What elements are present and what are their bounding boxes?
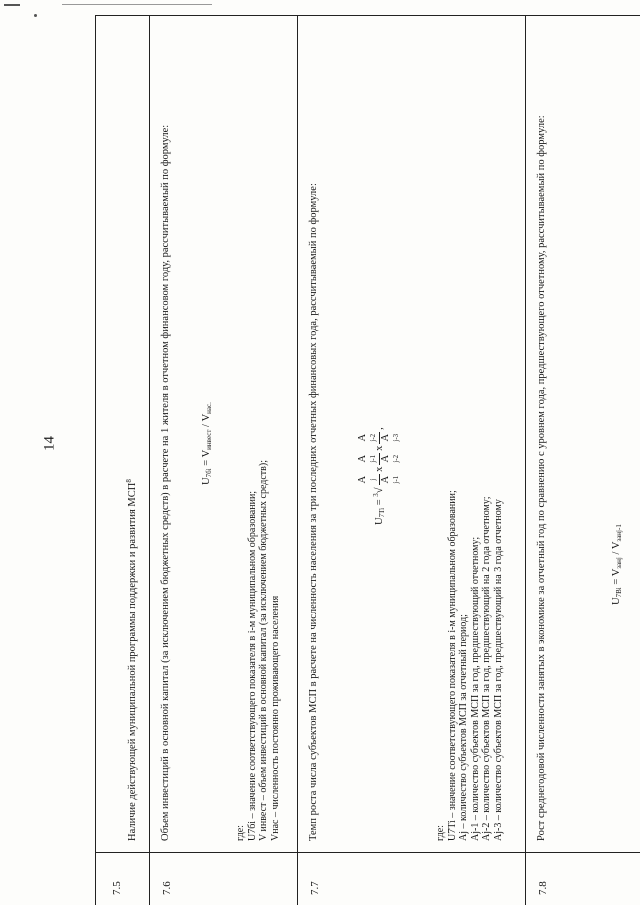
where-block <box>235 41 281 841</box>
table-frame <box>95 15 640 905</box>
row-number: 7.7 <box>309 881 321 895</box>
rotated-table <box>95 15 640 905</box>
where-block <box>435 41 504 841</box>
where-line: Aj-3 – количество субъектов МСП за год, предшествующий на 3 года отчетному <box>492 499 504 841</box>
scan-artifact <box>4 4 20 6</box>
where-label: где: <box>235 825 246 841</box>
row-title-text: Наличие действующей муниципальной программы поддержки и развития МСП <box>127 482 138 841</box>
row-description: Объем инвестиций в основной капитал (за исключением бюджетных средств) в расчете на 1 жителя в отчетном финансовом году, рассчитываемый по формуле: <box>160 124 171 841</box>
row-title <box>123 31 140 841</box>
row-description: Темп роста числа субъектов МСП в расчете на численность населения за три последних отчетных финансовых года, рассчитываемый по формуле: <box>308 183 319 841</box>
page-number: 14 <box>41 436 58 451</box>
footnote-marker: 8 <box>125 479 133 483</box>
formula: $U_{7Вi} = V_{занj} / V_{занj-1}$ <box>611 524 623 605</box>
where-line: V инвест – объем инвестиций в основной капитал (за исключением бюджетных средств); <box>258 459 269 841</box>
scan-artifact <box>62 4 212 5</box>
row-description: Рост среднегодовой численности занятых в экономике за отчетный год по сравнению с уровнем года, предшествующего отчетному, рассчитываемый по формуле: <box>536 115 547 841</box>
row-number: 7.5 <box>111 881 123 895</box>
scan-artifact <box>34 14 37 17</box>
where-line: U7бi – значение соответствующего показателя в i-м муниципальном образовании; <box>246 490 258 841</box>
row-number: 7.8 <box>537 881 549 895</box>
where-line: Vнас – численность постоянно проживающего населения <box>269 595 281 841</box>
row-number: 7.6 <box>161 881 173 895</box>
row-divider <box>297 15 298 905</box>
row-divider <box>149 15 150 905</box>
formula: $U_{7Ti} = ^3√$ A j A j-1 x A j-1 A j-2 x A j-2 A j-3 , <box>357 427 400 525</box>
table-border-right <box>95 15 640 16</box>
where-label: где: <box>435 825 446 841</box>
column-divider <box>95 852 640 853</box>
table-border-top <box>95 15 96 905</box>
where-line: Aj-2 – количество субъектов МСП за год, предшествующий на 2 года отчетному; <box>481 496 492 841</box>
where-line: Aj-1 – количество субъектов МСП за год, предшествующий отчетному; <box>469 536 481 841</box>
where-line: U7Ti – значение соответствующего показателя в i-м муниципальном образовании; <box>446 490 458 841</box>
formula: $U_{7бi} = V_{инвест} / V_{нас.}$ <box>201 402 213 485</box>
where-line: Aj – количество субъектов МСП за отчетный период; <box>458 614 469 841</box>
row-divider <box>525 15 526 905</box>
